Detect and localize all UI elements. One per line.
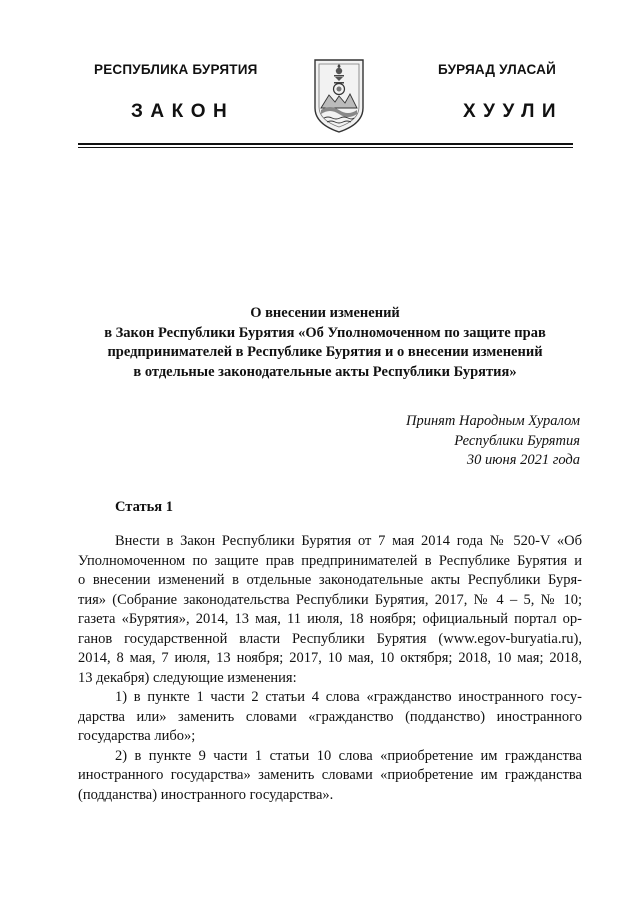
- coat-of-arms-icon: [312, 52, 366, 136]
- law-title-line: О внесении изменений: [250, 305, 400, 321]
- law-title-line: предпринимателей в Республике Бурятия и о внесении изменений: [107, 344, 543, 360]
- article-body-line: 13 декабря) следующие изменения:: [78, 669, 297, 686]
- header-rule-thin: [78, 147, 573, 148]
- article-body-line: о внесении изменений в отдельные законодательные акты Республики Буря-: [78, 572, 582, 588]
- article-body-line: Внести в Закон Республики Бурятия от 7 мая 2014 года № 520-V «Об: [115, 533, 582, 549]
- adoption-note-line: 30 июня 2021 года: [466, 452, 580, 468]
- article-body-line: иностранного государства» заменить словами «приобретение им гражданства: [78, 767, 582, 783]
- article-body-line: государства либо»;: [78, 728, 196, 744]
- law-title-line: в отдельные законодательные акты Республики Бурятия»: [133, 363, 517, 380]
- article-body: [78, 532, 582, 805]
- adoption-note: [406, 412, 580, 471]
- adoption-note-line: Принят Народным Хуралом: [405, 413, 580, 429]
- article-heading: Статья 1: [115, 499, 173, 515]
- article-body-line: 2) в пункте 9 части 1 статьи 10 слова «приобретение им гражданства: [115, 747, 582, 764]
- header-left-title: РЕСПУБЛИКА БУРЯТИЯ: [94, 62, 258, 77]
- header-right-title: БУРЯАД УЛАСАЙ: [438, 62, 556, 77]
- article-body-line: ганов государственной власти Республики Бурятия (www.egov-buryatia.ru),: [78, 630, 582, 647]
- law-label-russian: ЗАКОН: [131, 101, 235, 122]
- article-body-line: Уполномоченном по защите прав предпринимателей в Республике Бурятия и: [78, 552, 582, 569]
- header-rule-thick: [78, 143, 573, 145]
- law-title-line: в Закон Республики Бурятия «Об Уполномоченном по защите прав: [104, 324, 546, 341]
- article-body-line: (подданства) иностранного государства».: [78, 786, 334, 803]
- law-title: [70, 304, 580, 382]
- law-label-buryat: ХУУЛИ: [463, 101, 564, 122]
- article-body-line: газета «Бурятия», 2014, 13 мая, 11 июля, 18 ноября; официальный портал ор-: [78, 611, 582, 627]
- article-body-line: 1) в пункте 1 части 2 статьи 4 слова «гражданство иностранного госу-: [115, 689, 582, 705]
- article-body-line: дарства или» заменить словами «гражданство (подданство) иностранного: [78, 708, 582, 725]
- article-body-line: 2014, 8 мая, 7 июля, 13 ноября; 2017, 10 мая, 10 октября; 2018, 10 мая; 2018,: [78, 650, 582, 666]
- article-body-line: тия» (Собрание законодательства Республики Бурятия, 2017, № 4 – 5, № 10;: [78, 591, 582, 608]
- adoption-note-line: Республики Бурятия: [454, 432, 580, 449]
